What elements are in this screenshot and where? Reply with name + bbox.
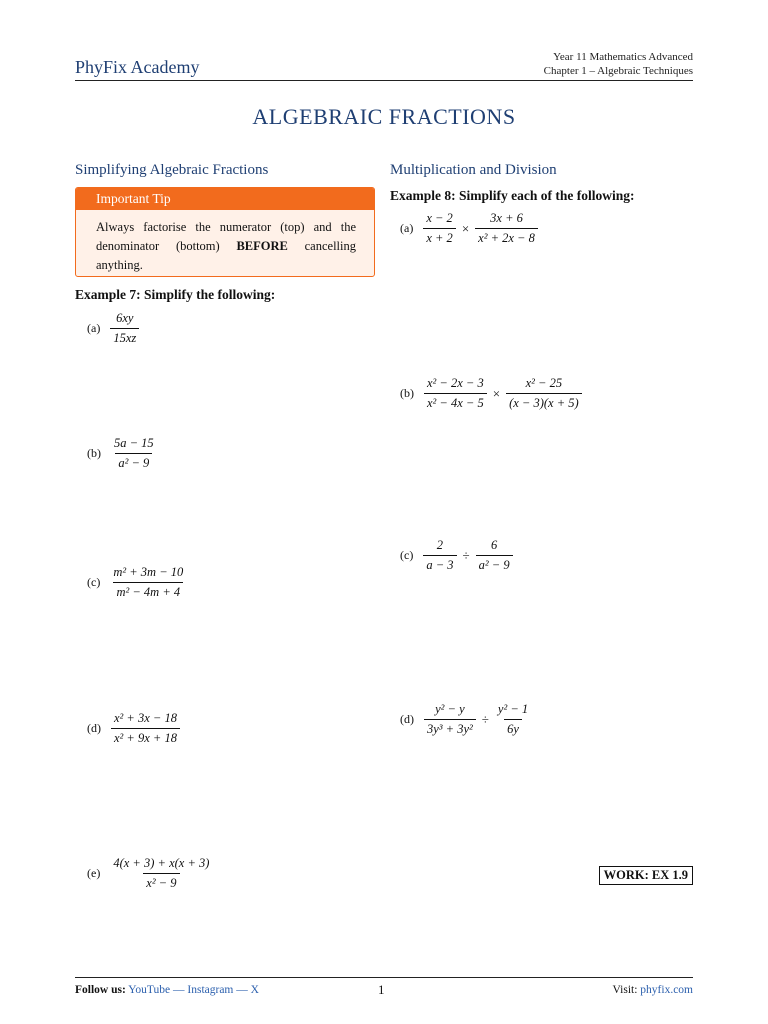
header-course-info	[544, 50, 693, 78]
footer-social	[75, 984, 259, 996]
denominator: x² − 4x − 5	[424, 393, 487, 411]
problem-7c	[87, 565, 188, 600]
fraction	[476, 538, 513, 573]
example-7-heading: Example 7: Simplify the following:	[75, 287, 276, 302]
x-link[interactable]: X	[250, 984, 259, 996]
fraction	[111, 711, 180, 746]
fraction	[424, 376, 487, 411]
course-name: Year 11 Mathematics Advanced	[553, 51, 693, 63]
fraction	[111, 436, 157, 471]
fraction	[475, 211, 538, 246]
tip-title: Important Tip	[76, 188, 374, 210]
fraction	[110, 565, 186, 600]
brand-name: PhyFix Academy	[75, 57, 200, 77]
chapter-name: Chapter 1 – Algebraic Techniques	[543, 65, 693, 77]
denominator: 15xz	[110, 328, 139, 346]
fraction	[110, 311, 139, 346]
page-number: 1	[378, 982, 385, 997]
fraction	[423, 211, 455, 246]
denominator: a² − 9	[115, 453, 152, 471]
numerator: 5a − 15	[114, 436, 154, 450]
fraction	[506, 376, 582, 411]
numerator: x² − 25	[525, 376, 563, 390]
numerator: y² − 1	[497, 702, 529, 716]
left-section-heading: Simplifying Algebraic Fractions	[75, 162, 269, 178]
problem-7a	[87, 311, 141, 346]
fraction	[495, 702, 531, 737]
problem-label: (b)	[400, 386, 414, 400]
website-link[interactable]: phyfix.com	[640, 984, 693, 996]
separator: —	[236, 984, 248, 996]
right-section-heading: Multiplication and Division	[390, 162, 557, 178]
problem-label: (d)	[400, 712, 414, 726]
problem-8d	[400, 702, 533, 737]
divide-operator: ÷	[481, 711, 489, 727]
fraction	[424, 702, 476, 737]
numerator: y² − y	[435, 702, 465, 716]
footer-divider	[75, 977, 693, 978]
problem-label: (e)	[87, 866, 101, 880]
problem-label: (a)	[400, 221, 414, 235]
divide-operator: ÷	[462, 547, 470, 563]
denominator: x² + 2x − 8	[475, 228, 538, 246]
problem-label: (b)	[87, 446, 101, 460]
times-operator: ×	[492, 385, 501, 401]
fraction	[110, 856, 212, 891]
problem-label: (c)	[400, 548, 414, 562]
page-title: ALGEBRAIC FRACTIONS	[252, 104, 516, 129]
problem-label: (a)	[87, 321, 101, 335]
tip-text: Always factorise the numerator (top) and the denominator (bottom) BEFORE cancelling anything.	[96, 220, 356, 272]
problem-8b	[400, 376, 584, 411]
example-8-heading: Example 8: Simplify each of the following:	[390, 188, 635, 203]
denominator: 6y	[504, 719, 522, 737]
denominator: x² + 9x + 18	[111, 728, 180, 746]
denominator: a² − 9	[476, 555, 513, 573]
problem-7d	[87, 711, 182, 746]
denominator: x + 2	[423, 228, 455, 246]
denominator: (x − 3)(x + 5)	[506, 393, 582, 411]
problem-8c	[400, 538, 515, 573]
problem-label: (c)	[87, 575, 101, 589]
numerator: 2	[436, 538, 444, 552]
times-operator: ×	[461, 220, 470, 236]
problem-7e	[87, 856, 214, 891]
denominator: a − 3	[423, 555, 456, 573]
numerator: m² + 3m − 10	[113, 565, 184, 579]
denominator: m² − 4m + 4	[113, 582, 183, 600]
numerator: 6	[491, 538, 498, 552]
problem-8a	[400, 211, 540, 246]
header-divider	[75, 80, 693, 81]
fraction	[423, 538, 456, 573]
footer-visit	[613, 984, 693, 996]
numerator: x² + 3x − 18	[114, 711, 177, 725]
important-tip-box	[75, 187, 375, 277]
youtube-link[interactable]: YouTube	[128, 984, 171, 996]
visit-label: Visit:	[612, 984, 638, 996]
follow-label: Follow us:	[75, 984, 126, 996]
separator: —	[173, 984, 185, 996]
problem-label: (d)	[87, 721, 101, 735]
instagram-link[interactable]: Instagram	[187, 984, 234, 996]
numerator: x − 2	[426, 211, 453, 225]
work-exercise-box: WORK: EX 1.9	[599, 866, 693, 885]
numerator: 3x + 6	[490, 211, 523, 225]
numerator: x² − 2x − 3	[427, 376, 484, 390]
denominator: x² − 9	[143, 873, 179, 891]
denominator: 3y³ + 3y²	[424, 719, 476, 737]
numerator: 6xy	[116, 311, 134, 325]
numerator: 4(x + 3) + x(x + 3)	[113, 856, 210, 870]
problem-7b	[87, 436, 159, 471]
